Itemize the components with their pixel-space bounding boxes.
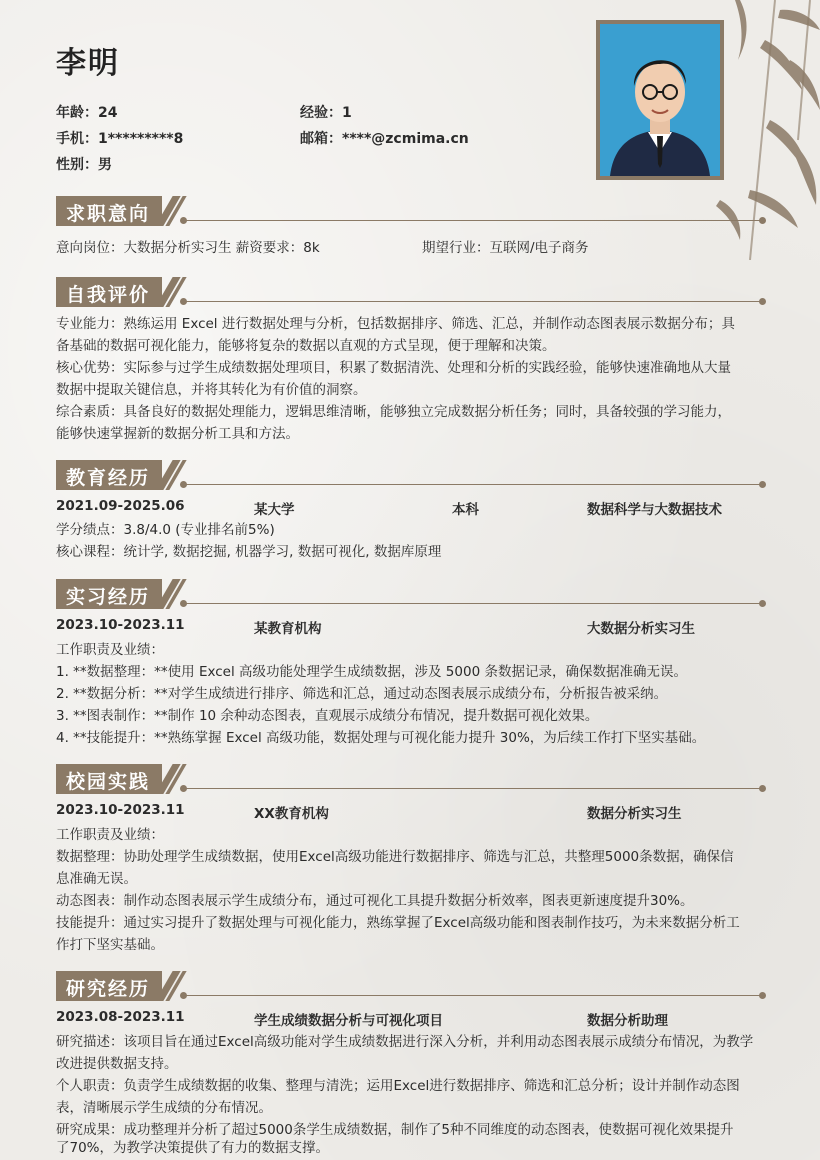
- internship-line: 工作职责及业绩：: [56, 642, 164, 658]
- section-title: 校园实践: [66, 771, 151, 793]
- education-school: 某大学: [254, 502, 295, 518]
- self-eval-line: 核心优势：实际参与过学生成绩数据处理项目，积累了数据清洗、处理和分析的实践经验，能够快速准确地从大量: [56, 360, 731, 376]
- section-header-internship: [56, 579, 766, 609]
- research-line: 研究描述：该项目旨在通过Excel高级功能对学生成绩数据进行深入分析，并利用动态图表展示成绩分布情况，为教学: [56, 1034, 754, 1050]
- section-title: 自我评价: [66, 284, 151, 306]
- internship-line: 4. **技能提升：**熟练掌握 Excel 高级功能，数据处理与可视化能力提升 30%，为后续工作打下坚实基础。: [56, 730, 706, 746]
- self-eval-line: 专业能力：熟练运用 Excel 进行数据处理与分析，包括数据排序、筛选、汇总，并制作动态图表展示数据分布；具: [56, 316, 735, 332]
- section-title: 教育经历: [66, 467, 151, 489]
- internship-line: 1. **数据整理：**使用 Excel 高级功能处理学生成绩数据，涉及 5000 条数据记录，确保数据准确无误。: [56, 664, 687, 680]
- research-line: 了70%，为教学决策提供了有力的数据支撑。: [56, 1140, 330, 1156]
- section-title: 实习经历: [66, 586, 151, 608]
- research-line: 表，清晰展示学生成绩的分布情况。: [56, 1100, 272, 1116]
- research-project: 学生成绩数据分析与可视化项目: [254, 1013, 443, 1029]
- experience-field: 经验：1: [300, 105, 352, 121]
- campus-line: 工作职责及业绩：: [56, 827, 164, 843]
- research-line: 改进提供数据支持。: [56, 1056, 178, 1072]
- research-line: 研究成果：成功整理并分析了超过5000条学生成绩数据，制作了5种不同维度的动态图表，使数据可视化效果提升: [56, 1122, 734, 1138]
- campus-org: XX教育机构: [254, 806, 329, 822]
- education-degree: 本科: [452, 502, 479, 518]
- section-header-self-eval: [56, 277, 766, 307]
- phone-field: 手机：1*********8: [56, 131, 184, 147]
- section-title: 研究经历: [66, 978, 151, 1000]
- age-field: 年龄：24: [56, 105, 118, 121]
- self-eval-line: 备基础的数据可视化能力，能够将复杂的数据以直观的方式呈现，便于理解和决策。: [56, 338, 556, 354]
- self-eval-line: 能够快速掌握新的数据分析工具和方法。: [56, 426, 299, 442]
- profile-photo: [596, 20, 724, 180]
- section-header-campus: [56, 764, 766, 794]
- campus-line: 息准确无误。: [56, 871, 137, 887]
- campus-role: 数据分析实习生: [587, 806, 682, 822]
- campus-line: 动态图表：制作动态图表展示学生成绩分布，通过可视化工具提升数据分析效率，图表更新速度提升30%。: [56, 893, 694, 909]
- campus-line: 作打下坚实基础。: [56, 937, 164, 953]
- education-line: 学分绩点：3.8/4.0 (专业排名前5%): [56, 522, 275, 538]
- research-role: 数据分析助理: [587, 1013, 668, 1029]
- internship-line: 3. **图表制作：**制作 10 余种动态图表，直观展示成绩分布情况，提升数据可视化效果。: [56, 708, 599, 724]
- section-title: 求职意向: [66, 203, 151, 225]
- section-header-research: [56, 971, 766, 1001]
- campus-line: 技能提升：通过实习提升了数据处理与可视化能力，熟练掌握了Excel高级功能和图表制作技巧，为未来数据分析工: [56, 915, 740, 931]
- self-eval-line: 综合素质：具备良好的数据处理能力，逻辑思维清晰，能够独立完成数据分析任务；同时，具备较强的学习能力，: [56, 404, 731, 420]
- education-date: 2021.09-2025.06: [56, 498, 185, 514]
- self-eval-line: 数据中提取关键信息，并将其转化为有价值的洞察。: [56, 382, 367, 398]
- internship-date: 2023.10-2023.11: [56, 617, 185, 633]
- internship-org: 某教育机构: [254, 621, 322, 637]
- education-major: 数据科学与大数据技术: [587, 502, 722, 518]
- gender-field: 性别：男: [56, 157, 112, 173]
- section-header-intent: [56, 196, 766, 226]
- internship-role: 大数据分析实习生: [587, 621, 695, 637]
- campus-line: 数据整理：协助处理学生成绩数据，使用Excel高级功能进行数据排序、筛选与汇总，共整理5000条数据，确保信: [56, 849, 734, 865]
- section-header-education: [56, 460, 766, 490]
- campus-date: 2023.10-2023.11: [56, 802, 185, 818]
- email-field: 邮箱：****@zcmima.cn: [300, 131, 469, 147]
- avatar-portrait-icon: [600, 24, 720, 176]
- intent-position: 意向岗位：大数据分析实习生 薪资要求：8k: [56, 240, 320, 256]
- research-line: 个人职责：负责学生成绩数据的收集、整理与清洗；运用Excel进行数据排序、筛选和汇总分析；设计并制作动态图: [56, 1078, 740, 1094]
- candidate-name: 李明: [56, 46, 120, 81]
- internship-line: 2. **数据分析：**对学生成绩进行排序、筛选和汇总，通过动态图表展示成绩分布，分析报告被采纳。: [56, 686, 668, 702]
- intent-industry: 期望行业：互联网/电子商务: [422, 240, 589, 256]
- research-date: 2023.08-2023.11: [56, 1009, 185, 1025]
- education-line: 核心课程：统计学, 数据挖掘, 机器学习, 数据可视化, 数据库原理: [56, 544, 442, 560]
